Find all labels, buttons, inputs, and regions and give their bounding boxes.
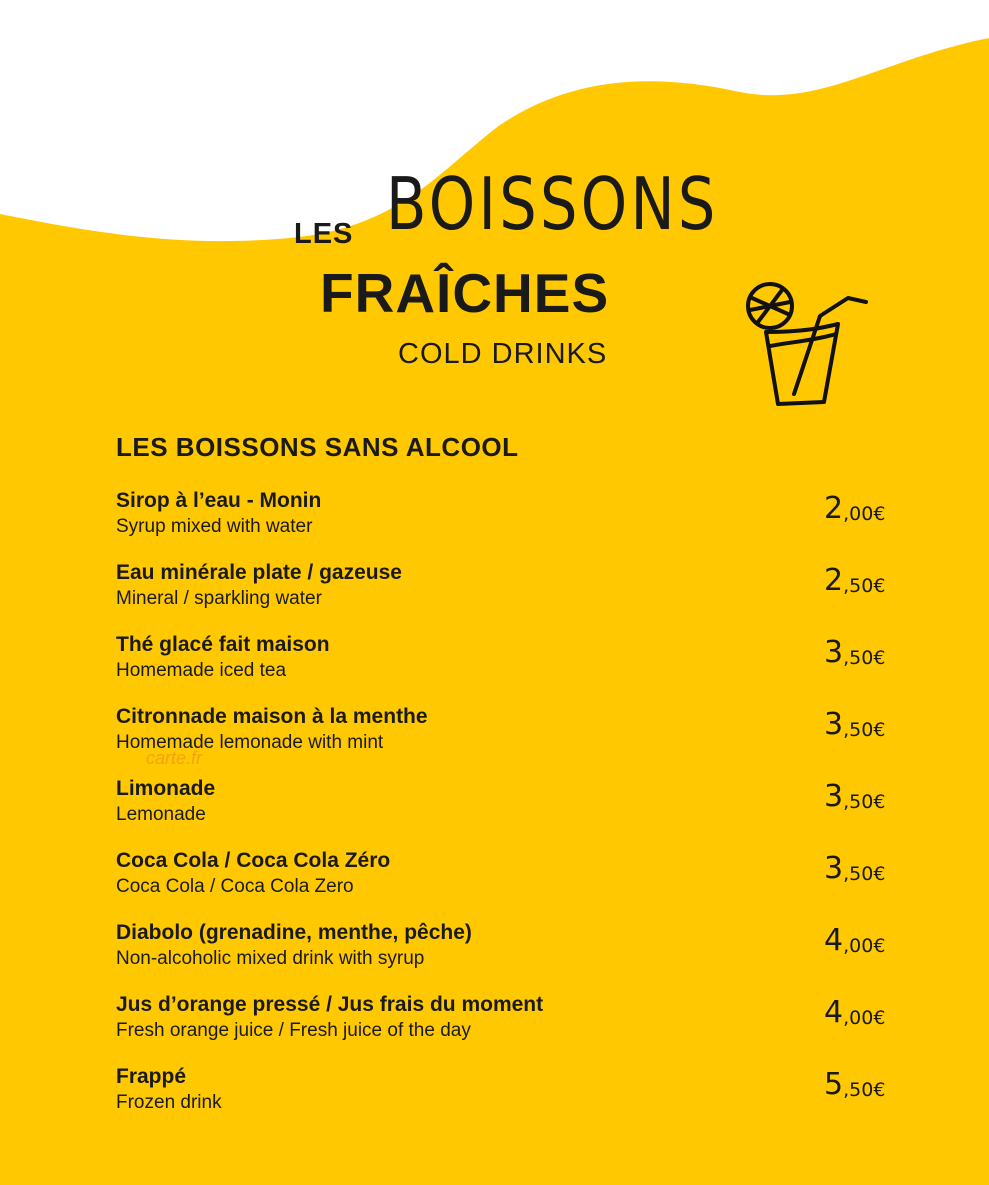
item-name: Coca Cola / Coca Cola Zéro	[116, 849, 391, 872]
price-decimal: ,50	[843, 863, 874, 885]
price-currency: €	[873, 647, 886, 669]
item-description: Coca Cola / Coca Cola Zero	[116, 876, 354, 897]
price-currency: €	[873, 935, 886, 957]
watermark: carte.fr	[146, 748, 203, 768]
price-currency: €	[873, 863, 886, 885]
menu-item	[116, 560, 916, 632]
menu-item	[116, 992, 916, 1064]
price-integer: 3	[824, 635, 844, 670]
price-currency: €	[873, 1007, 886, 1029]
menu-item	[116, 1064, 916, 1136]
price-integer: 4	[824, 923, 844, 958]
item-description: Syrup mixed with water	[116, 516, 313, 537]
price-currency: €	[873, 1079, 886, 1101]
item-price	[824, 923, 886, 958]
price-decimal: ,50	[843, 791, 874, 813]
price-currency: €	[873, 791, 886, 813]
item-description: Homemade lemonade with mint	[116, 732, 384, 753]
price-integer: 3	[824, 779, 844, 814]
item-price	[824, 851, 886, 886]
price-integer: 5	[824, 1067, 844, 1102]
menu-item	[116, 848, 916, 920]
menu-item	[116, 776, 916, 848]
section-title: LES BOISSONS SANS ALCOOL	[116, 432, 519, 462]
menu-item	[116, 632, 916, 704]
price-decimal: ,00	[843, 1007, 874, 1029]
item-name: Jus d’orange pressé / Jus frais du moment	[116, 993, 544, 1016]
price-currency: €	[873, 719, 886, 741]
item-description: Fresh orange juice / Fresh juice of the day	[116, 1020, 471, 1041]
price-integer: 3	[824, 707, 844, 742]
price-decimal: ,50	[843, 647, 874, 669]
title-les: LES	[294, 218, 354, 250]
lemonade-glass-icon	[742, 276, 874, 416]
item-description: Frozen drink	[116, 1092, 222, 1113]
item-price	[824, 491, 886, 526]
item-price	[824, 779, 886, 814]
item-name: Diabolo (grenadine, menthe, pêche)	[116, 921, 472, 944]
item-price	[824, 563, 886, 598]
price-decimal: ,00	[843, 935, 874, 957]
item-description: Homemade iced tea	[116, 660, 287, 681]
item-name: Sirop à l’eau - Monin	[116, 489, 322, 512]
price-decimal: ,00	[843, 503, 874, 525]
price-integer: 2	[824, 491, 844, 526]
price-integer: 2	[824, 563, 844, 598]
menu-item	[116, 704, 916, 776]
item-description: Mineral / sparkling water	[116, 588, 322, 609]
item-name: Frappé	[116, 1065, 187, 1088]
menu-list	[116, 488, 916, 1136]
item-description: Non-alcoholic mixed drink with syrup	[116, 948, 425, 969]
item-price	[824, 1067, 886, 1102]
price-decimal: ,50	[843, 575, 874, 597]
item-name: Eau minérale plate / gazeuse	[116, 561, 402, 584]
title-boissons: BOISSONS	[386, 162, 719, 246]
item-name: Limonade	[116, 777, 216, 800]
price-decimal: ,50	[843, 719, 874, 741]
item-name: Citronnade maison à la menthe	[116, 705, 428, 728]
item-price	[824, 635, 886, 670]
price-integer: 3	[824, 851, 844, 886]
item-name: Thé glacé fait maison	[116, 633, 330, 656]
price-decimal: ,50	[843, 1079, 874, 1101]
menu-item	[116, 488, 916, 560]
price-currency: €	[873, 575, 886, 597]
item-price	[824, 707, 886, 742]
item-price	[824, 995, 886, 1030]
item-description: Lemonade	[116, 804, 206, 825]
title-english: COLD DRINKS	[398, 338, 608, 370]
price-integer: 4	[824, 995, 844, 1030]
menu-item	[116, 920, 916, 992]
price-currency: €	[873, 503, 886, 525]
title-fraiches: FRAÎCHES	[320, 262, 610, 324]
